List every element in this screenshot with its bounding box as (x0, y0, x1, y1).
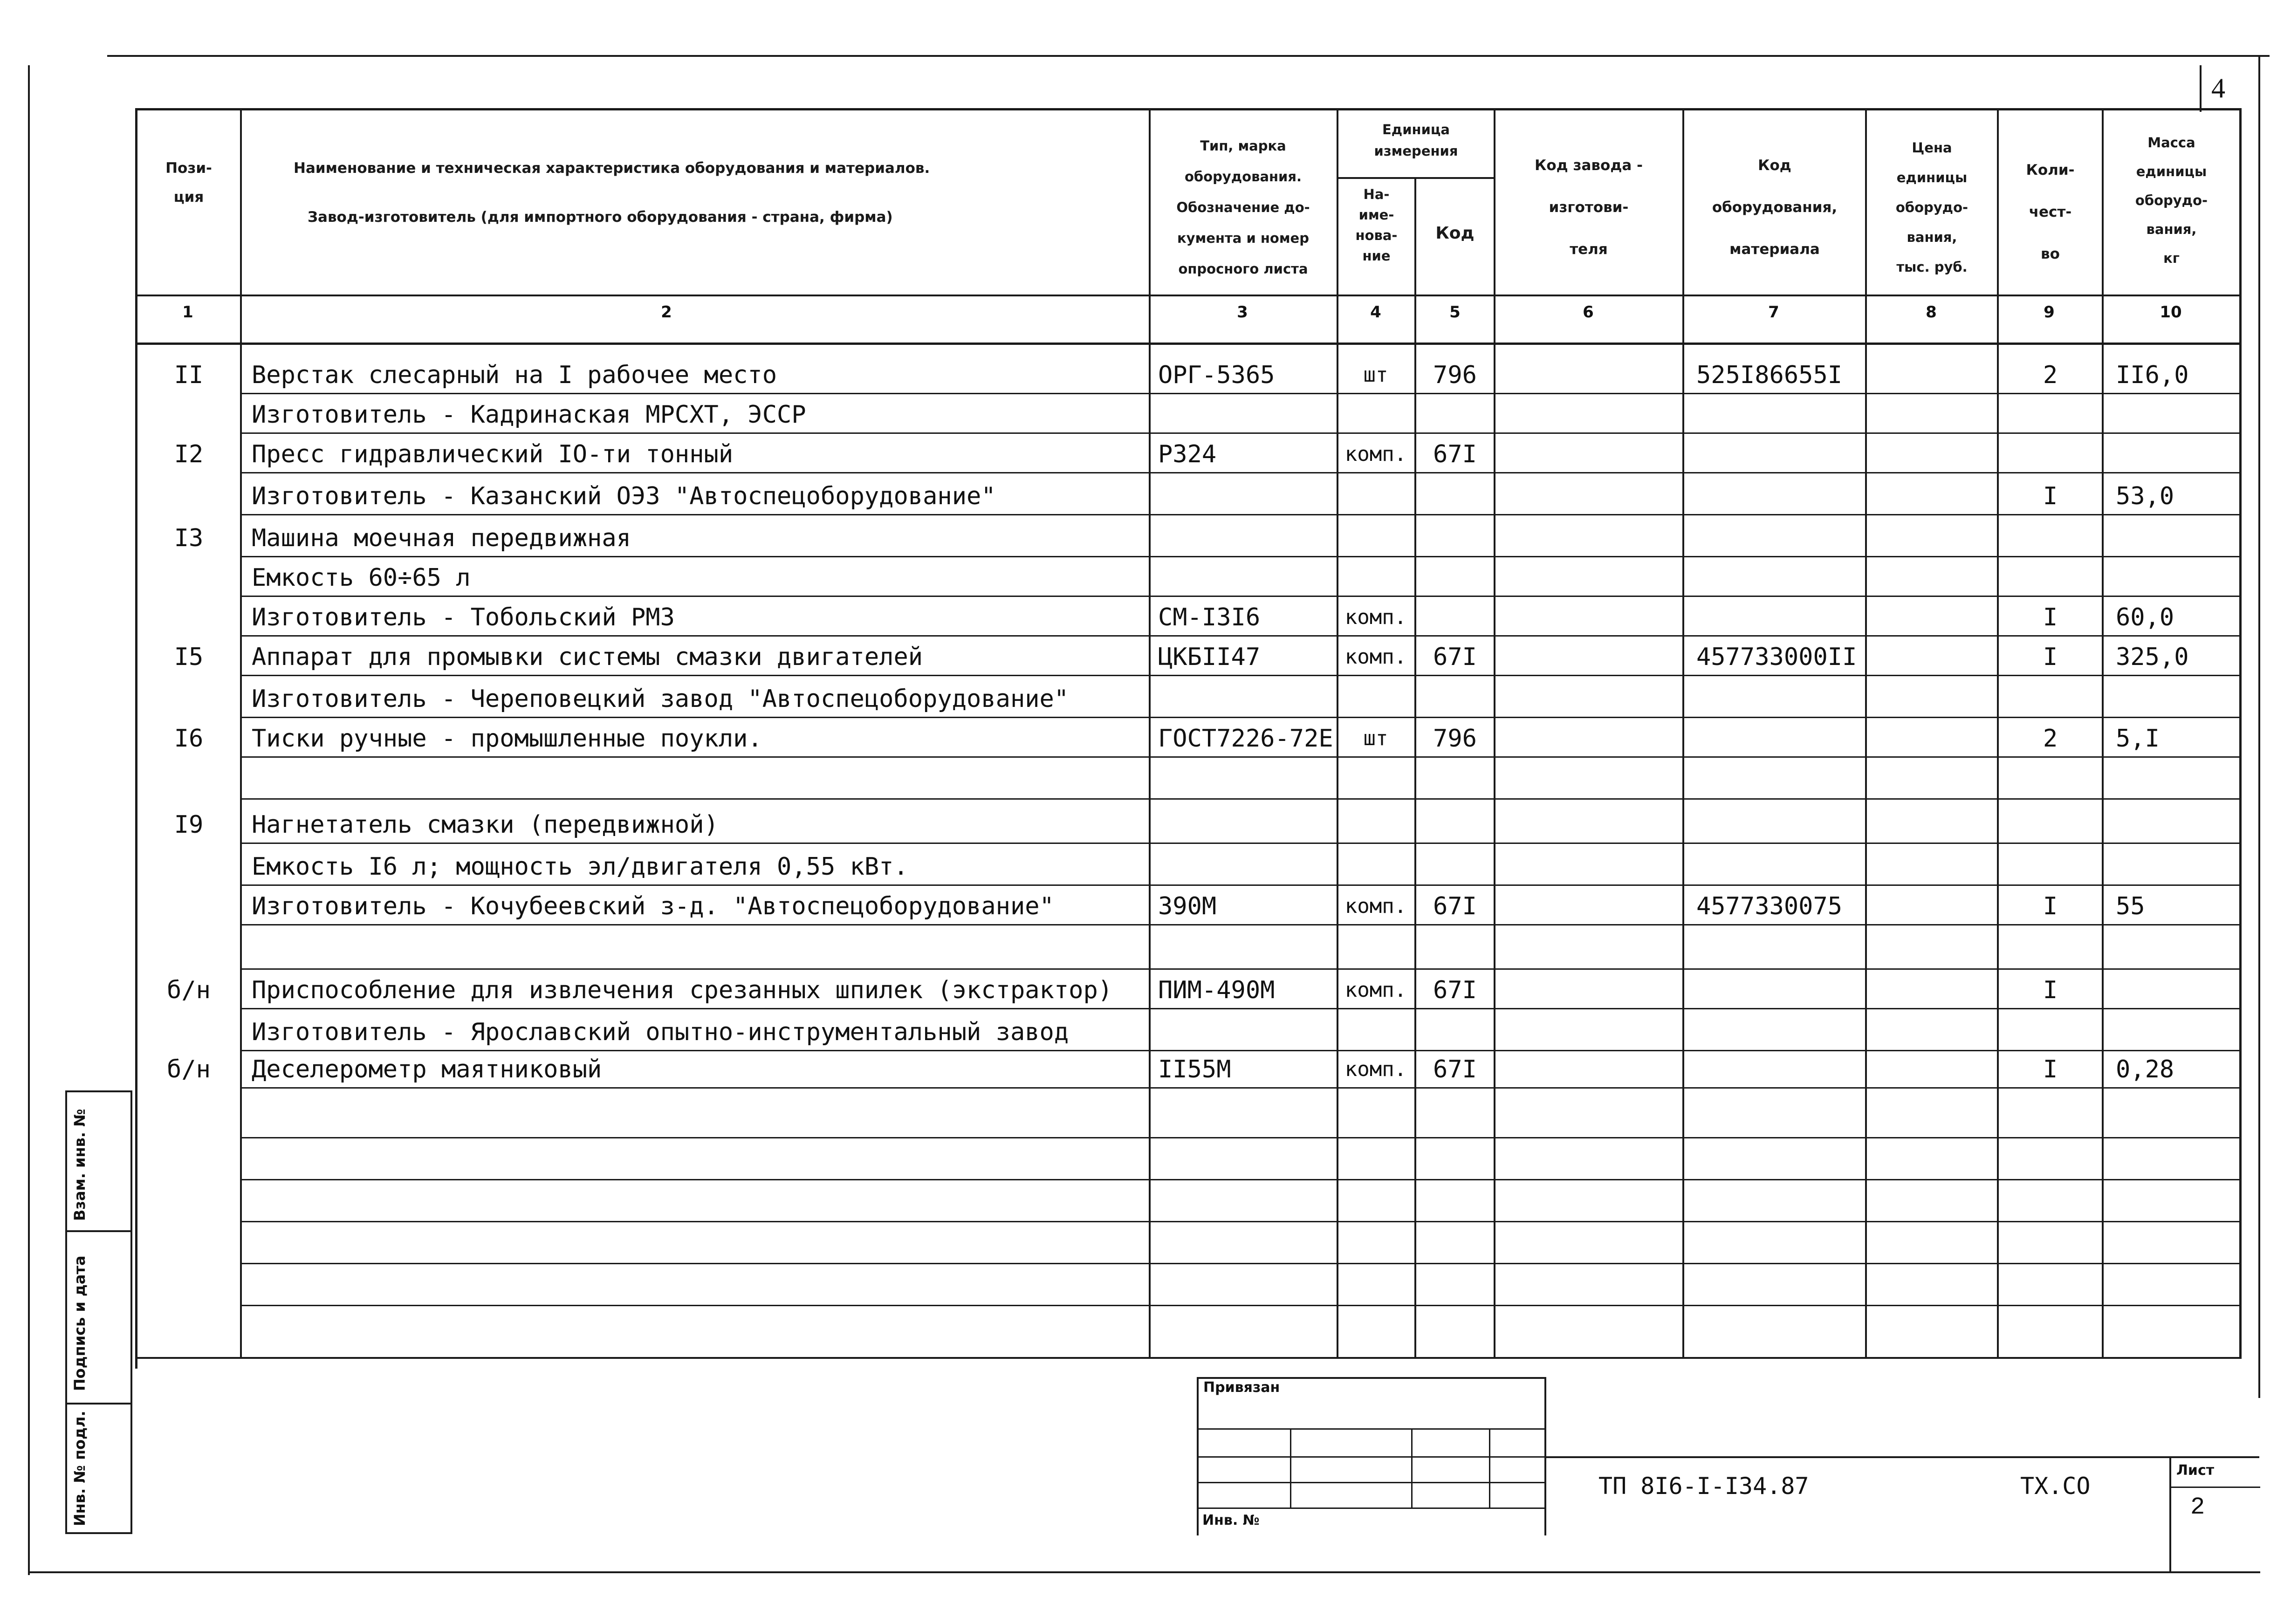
cell-name: Изготовитель - Кочубеевский з-д. "Автоспецоборудование" (252, 892, 1054, 920)
header-position: Пози- ция (165, 160, 212, 206)
col-number: 3 (1237, 303, 1248, 322)
col-number: 10 (2160, 303, 2182, 322)
header-unit-code: Код (1435, 224, 1475, 243)
row-line (240, 884, 2242, 886)
cell-qty: 2 (2043, 725, 2058, 753)
cell-name: Изготовитель - Ярославский опытно-инструментальный завод (252, 1018, 1069, 1046)
header-equip-code: Код оборудования, материала (1712, 157, 1838, 258)
cell-mass: 53,0 (2116, 482, 2174, 510)
header-unit: Единица измерения (1374, 122, 1458, 159)
row-line (240, 968, 2242, 970)
col-number: 5 (1449, 303, 1461, 322)
header-name-line1: Наименование и техническая характеристика оборудования и материалов. (294, 160, 930, 177)
sheet-number: 2 (2190, 1494, 2205, 1521)
side-label-original-inv: Инв. № подл. (71, 1411, 89, 1526)
cell-qty: I (2043, 643, 2058, 671)
stamp-privyazan: Привязан (1203, 1379, 1280, 1396)
row-line (240, 1305, 2242, 1306)
cell-unit: комп. (1344, 894, 1407, 918)
cell-pos: I2 (174, 440, 204, 468)
cell-unit: комп. (1344, 978, 1407, 1002)
cell-name: Изготовитель - Кадринаская МРСХТ, ЭССР (252, 401, 806, 429)
row-line (240, 556, 2242, 557)
cell-type: ЦКБII47 (1158, 643, 1261, 671)
cell-code: 67I (1433, 892, 1477, 920)
cell-unit: комп. (1344, 1057, 1407, 1081)
row-line (240, 843, 2242, 844)
cell-type: 390М (1158, 892, 1217, 920)
cell-mass: 60,0 (2116, 603, 2174, 631)
cell-name: Изготовитель - Череповецкий завод "Автоспецоборудование" (252, 685, 1069, 713)
cell-name: Деселерометр маятниковый (252, 1055, 602, 1083)
cell-type: II55М (1158, 1055, 1231, 1083)
cell-type: ПИМ-490М (1158, 976, 1275, 1004)
cell-mass: 55 (2116, 892, 2145, 920)
row-line (240, 635, 2242, 637)
cell-pos: б/н (167, 1055, 211, 1083)
cell-type: ОРГ-5365 (1158, 361, 1275, 389)
table-left-line (135, 108, 137, 1369)
row-line (240, 1221, 2242, 1222)
cell-pos: б/н (167, 976, 211, 1004)
cell-equip: 457733000II (1696, 643, 1857, 671)
col-number: 9 (2044, 303, 2055, 322)
cell-name: Нагнетатель смазки (передвижной) (252, 811, 719, 839)
cell-unit: комп. (1344, 645, 1407, 669)
right-border (2258, 56, 2260, 1398)
cell-code: 67I (1433, 1055, 1477, 1083)
cell-pos: I5 (174, 643, 204, 671)
cell-name: Пресс гидравлический IO-ти тонный (252, 440, 734, 468)
row-line (240, 1050, 2242, 1051)
cell-equip: 525I86655I (1696, 361, 1843, 389)
cell-qty: I (2043, 482, 2058, 510)
cell-code: 796 (1433, 725, 1477, 753)
row-line (240, 1179, 2242, 1180)
section-code: ТХ.СО (2020, 1473, 2091, 1500)
cell-mass: 325,0 (2116, 643, 2189, 671)
header-price: Цена единицы оборудо- вания, тыс. руб. (1895, 140, 1968, 275)
bottom-border (28, 1571, 2260, 1573)
cell-name: Приспособление для извлечения срезанных шпилек (экстрактор) (252, 976, 1113, 1004)
cell-qty: I (2043, 603, 2058, 631)
row-line (240, 1137, 2242, 1138)
cell-unit: комп. (1344, 442, 1407, 466)
cell-code: 67I (1433, 643, 1477, 671)
cell-name: Аппарат для промывки системы смазки двигателей (252, 643, 923, 671)
cell-mass: II6,0 (2116, 361, 2189, 389)
cell-unit: шт (1363, 726, 1388, 750)
row-line (240, 514, 2242, 515)
cell-qty: I (2043, 976, 2058, 1004)
cell-code: 67I (1433, 976, 1477, 1004)
row-line (240, 1263, 2242, 1264)
header-qty: Коли- чест- во (2026, 162, 2075, 262)
col-number: 4 (1370, 303, 1381, 322)
cell-name: Емкость I6 л; мощность эл/двигателя 0,55 кВт. (252, 853, 908, 881)
cell-name: Емкость 60÷65 л (252, 564, 471, 592)
sheet-mark: 4 (2211, 73, 2225, 103)
top-border (107, 55, 2270, 57)
stamp-inv-no: Инв. № (1202, 1512, 1260, 1528)
col-number: 1 (182, 303, 193, 322)
cell-qty: 2 (2043, 361, 2058, 389)
cell-mass: 0,28 (2116, 1055, 2174, 1083)
cell-qty: I (2043, 1055, 2058, 1083)
cell-type: Р324 (1158, 440, 1217, 468)
row-line (240, 924, 2242, 925)
cell-pos: I3 (174, 524, 204, 552)
row-line (240, 798, 2242, 800)
header-name-line2: Завод-изготовитель (для импортного оборудования - страна, фирма) (308, 209, 893, 226)
sheet-label: Лист (2176, 1462, 2215, 1479)
cell-name: Тиски ручные - промышленные поукли. (252, 725, 762, 753)
row-line (240, 1008, 2242, 1009)
row-line (240, 675, 2242, 676)
header-bottom-line (135, 295, 2242, 296)
colnum-bottom-line (135, 343, 2242, 345)
row-line (240, 596, 2242, 597)
cell-name: Верстак слесарный на I рабочее место (252, 361, 777, 389)
header-type: Тип, марка оборудования. Обозначение до- кумента и номер опросного листа (1176, 138, 1310, 277)
col-number: 6 (1583, 303, 1594, 322)
cell-type: ГОСТ7226-72Е (1158, 725, 1333, 753)
cell-unit: шт (1363, 363, 1388, 387)
cell-type: СМ-I3I6 (1158, 603, 1261, 631)
cell-pos: I6 (174, 725, 204, 753)
col-number: 7 (1768, 303, 1779, 322)
cell-code: 796 (1433, 361, 1477, 389)
cell-name: Машина моечная передвижная (252, 524, 631, 552)
col-number: 8 (1926, 303, 1937, 322)
row-line (240, 393, 2242, 394)
header-plant-code: Код завода - изготови- теля (1535, 157, 1643, 258)
left-binding-line (28, 65, 30, 1575)
row-line (240, 472, 2242, 473)
row-line (240, 717, 2242, 718)
cell-unit: комп. (1344, 605, 1407, 629)
table-top-line (135, 108, 2242, 110)
cell-mass: 5,I (2116, 725, 2160, 753)
side-label-signature-date: Подпись и дата (71, 1255, 89, 1391)
row-line (240, 432, 2242, 434)
cell-pos: I9 (174, 811, 204, 839)
cell-code: 67I (1433, 440, 1477, 468)
header-mass: Масса единицы оборудо- вания, кг (2135, 135, 2208, 266)
col-number: 2 (661, 303, 672, 322)
header-unit-name: На- име- нова- ние (1355, 186, 1398, 264)
side-label-replace-inv: Взам. инв. № (71, 1109, 89, 1221)
cell-equip: 4577330075 (1696, 892, 1843, 920)
row-line (240, 756, 2242, 758)
cell-name: Изготовитель - Тобольский РМЗ (252, 603, 675, 631)
cell-pos: II (174, 361, 204, 389)
doc-code: ТП 8I6-I-I34.87 (1598, 1473, 1809, 1500)
cell-name: Изготовитель - Казанский ОЭЗ "Автоспецоборудование" (252, 482, 996, 510)
row-line (240, 1087, 2242, 1089)
cell-qty: I (2043, 892, 2058, 920)
